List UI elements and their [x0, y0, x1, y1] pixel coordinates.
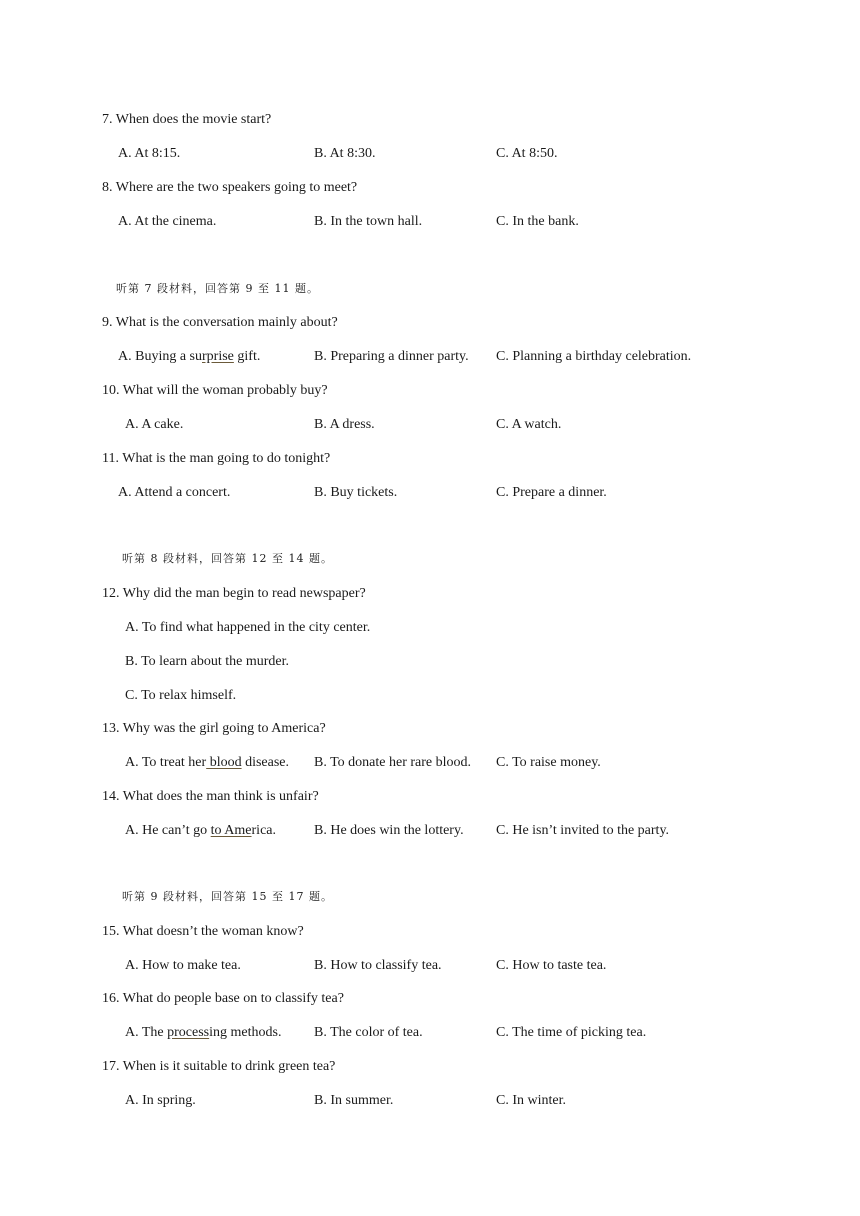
option-13c: C. To raise money. — [496, 755, 601, 770]
option-12a: A. To find what happened in the city center. — [125, 620, 371, 635]
option-17b: B. In summer. — [314, 1093, 394, 1108]
option-12b: B. To learn about the murder. — [125, 654, 290, 669]
section-8-instruction: 听第 8 段材料，回答第 12 至 14 题。 — [122, 552, 333, 565]
option-11b: B. Buy tickets. — [314, 485, 398, 500]
question-9: 9. What is the conversation mainly about? — [102, 315, 338, 330]
option-15b: B. How to classify tea. — [314, 958, 442, 973]
option-7a: A. At 8:15. — [118, 146, 181, 161]
option-11c: C. Prepare a dinner. — [496, 485, 607, 500]
option-13a: A. To treat her blood disease. — [125, 755, 290, 770]
question-10: 10. What will the woman probably buy? — [102, 383, 328, 398]
question-15: 15. What doesn’t the woman know? — [102, 924, 304, 939]
option-9a: A. Buying a surprise gift. — [118, 349, 261, 364]
option-17c: C. In winter. — [496, 1093, 566, 1108]
question-7: 7. When does the movie start? — [102, 112, 272, 127]
underline-mark: blood — [206, 755, 242, 770]
option-10a: A. A cake. — [125, 417, 184, 432]
option-8a: A. At the cinema. — [118, 214, 217, 229]
question-13: 13. Why was the girl going to America? — [102, 721, 326, 736]
option-14c: C. He isn’t invited to the party. — [496, 823, 670, 838]
option-11a: A. Attend a concert. — [118, 485, 231, 500]
question-11: 11. What is the man going to do tonight? — [102, 451, 331, 466]
underline-mark: process — [167, 1025, 210, 1040]
option-15a: A. How to make tea. — [125, 958, 241, 973]
option-17a: A. In spring. — [125, 1093, 196, 1108]
option-8c: C. In the bank. — [496, 214, 579, 229]
option-14a: A. He can’t go to America. — [125, 823, 276, 838]
question-12: 12. Why did the man begin to read newspaper? — [102, 586, 366, 601]
option-10b: B. A dress. — [314, 417, 375, 432]
option-13b: B. To donate her rare blood. — [314, 755, 471, 770]
option-16a: A. The processing methods. — [125, 1025, 282, 1040]
option-15c: C. How to taste tea. — [496, 958, 607, 973]
option-16b: B. The color of tea. — [314, 1025, 423, 1040]
option-7b: B. At 8:30. — [314, 146, 376, 161]
option-8b: B. In the town hall. — [314, 214, 423, 229]
underline-mark: rprise — [202, 349, 234, 364]
section-7-instruction: 听第 7 段材料，回答第 9 至 11 题。 — [116, 282, 319, 295]
section-9-instruction: 听第 9 段材料，回答第 15 至 17 题。 — [122, 890, 333, 903]
question-16: 16. What do people base on to classify tea? — [102, 991, 344, 1006]
question-17: 17. When is it suitable to drink green tea? — [102, 1059, 336, 1074]
option-12c: C. To relax himself. — [125, 688, 237, 703]
question-8: 8. Where are the two speakers going to meet? — [102, 180, 358, 195]
option-9b: B. Preparing a dinner party. — [314, 349, 469, 364]
option-9c: C. Planning a birthday celebration. — [496, 349, 692, 364]
option-7c: C. At 8:50. — [496, 146, 558, 161]
underline-mark: to Ame — [210, 823, 252, 838]
option-16c: C. The time of picking tea. — [496, 1025, 647, 1040]
option-10c: C. A watch. — [496, 417, 562, 432]
question-14: 14. What does the man think is unfair? — [102, 789, 319, 804]
option-14b: B. He does win the lottery. — [314, 823, 464, 838]
